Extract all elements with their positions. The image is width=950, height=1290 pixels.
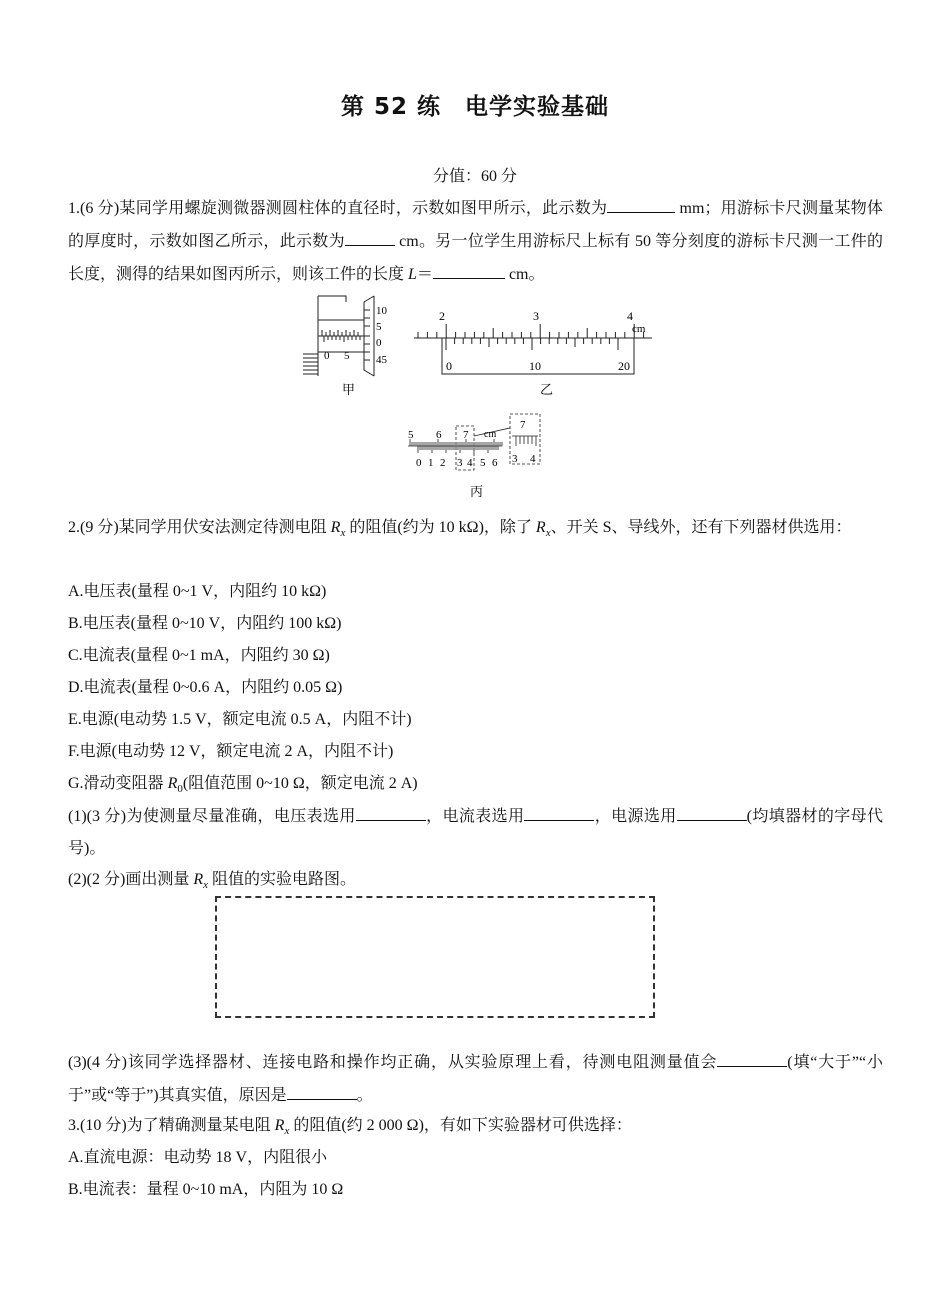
micrometer-main-label: 0 bbox=[324, 350, 330, 362]
micrometer-tick-label: 45 bbox=[376, 354, 387, 366]
question-3-intro: 3.(10 分)为了精确测量某电阻 $R_x$ 的阻值(约 2 000 Ω)，有如下实验器材可供选择： bbox=[68, 1117, 632, 1138]
vernier50-vernier-label: 2 bbox=[440, 457, 446, 469]
caliper-vernier-label: 20 bbox=[618, 359, 630, 373]
option-d: D.电流表(量程 0~0.6 A，内阻约 0.05 Ω) bbox=[68, 679, 343, 696]
caliper-main-label: 4 bbox=[627, 309, 633, 323]
vernier50-zoom-vernier: 3 bbox=[512, 453, 518, 465]
figure-vernier-caliper bbox=[412, 306, 662, 403]
option-a: A.电压表(量程 0~1 V，内阻约 10 kΩ) bbox=[68, 583, 327, 600]
answer-blank[interactable] bbox=[433, 258, 505, 279]
micrometer-tick-label: 10 bbox=[376, 305, 387, 317]
answer-blank[interactable] bbox=[717, 1046, 787, 1067]
option-b: B.电压表(量程 0~10 V，内阻约 100 kΩ) bbox=[68, 615, 342, 632]
vernier50-unit: cm bbox=[484, 429, 497, 440]
question-1: 1.(6 分)某同学用螺旋测微器测圆柱体的直径时，示数如图甲所示，此示数为 mm；用游标卡尺测量某物体的厚度时，示数如图乙所示，此示数为 cm。另一位学生用游标尺上标有 50 等分刻度的游标卡尺测一工件的长度，测得的结果如图丙所示，则该工件的长度 L＝ cm。 bbox=[68, 192, 883, 291]
vernier50-vernier-label: 4 bbox=[467, 457, 473, 469]
figure-label-yi: 乙 bbox=[540, 382, 554, 397]
answer-blank[interactable] bbox=[356, 800, 426, 821]
circuit-drawing-area[interactable] bbox=[215, 896, 655, 1018]
micrometer-main-label: 5 bbox=[344, 350, 350, 362]
answer-blank[interactable] bbox=[287, 1079, 357, 1100]
question-2-part-3: (3)(4 分)该同学选择器材、连接电路和操作均正确，从实验原理上看，待测电阻测量值会 (填“大于”“小于”或“等于”)其真实值，原因是 。 bbox=[68, 1046, 883, 1112]
vernier50-main-label: 6 bbox=[436, 429, 442, 441]
page-title: 第 52 练 电学实验基础 bbox=[340, 94, 610, 120]
vernier50-vernier-label: 0 bbox=[416, 457, 422, 469]
caliper-vernier-label: 10 bbox=[529, 359, 541, 373]
vernier50-zoom-main: 7 bbox=[520, 419, 526, 431]
caliper-vernier-label: 0 bbox=[446, 359, 452, 373]
caliper-main-label: 3 bbox=[533, 309, 539, 323]
figure-micrometer bbox=[298, 292, 403, 409]
answer-blank[interactable] bbox=[607, 192, 675, 213]
score-line: 分值：60 分 bbox=[432, 168, 517, 185]
answer-blank[interactable] bbox=[345, 225, 395, 246]
figure-label-jia: 甲 bbox=[342, 382, 356, 397]
question-2-part-2: (2)(2 分)画出测量 $R_x$ 阻值的实验电路图。 bbox=[68, 871, 357, 892]
vernier50-zoom-vernier: 4 bbox=[530, 453, 536, 465]
question-2-intro: 2.(9 分)某同学用伏安法测定待测电阻 $R_x$ 的阻值(约为 10 kΩ)，除了 $R_x$、开关 S、导线外，还有下列器材供选用： bbox=[68, 519, 852, 540]
vernier50-main-label: 5 bbox=[408, 429, 414, 441]
answer-blank[interactable] bbox=[677, 800, 747, 821]
micrometer-tick-label: 0 bbox=[376, 337, 382, 349]
option-c: C.电流表(量程 0~1 mA，内阻约 30 Ω) bbox=[68, 647, 330, 664]
caliper-unit: cm bbox=[632, 323, 646, 335]
vernier50-main-label: 7 bbox=[463, 429, 469, 441]
figure-vernier-50 bbox=[404, 410, 544, 507]
vernier50-vernier-label: 6 bbox=[492, 457, 498, 469]
q3-option-b: B.电流表：量程 0~10 mA，内阻为 10 Ω bbox=[68, 1181, 344, 1198]
micrometer-tick-label: 5 bbox=[376, 321, 382, 333]
vernier50-vernier-label: 3 bbox=[457, 457, 463, 469]
option-e: E.电源(电动势 1.5 V，额定电流 0.5 A，内阻不计) bbox=[68, 711, 412, 728]
question-2-part-1: (1)(3 分)为使测量尽量准确，电压表选用 ，电流表选用 ，电源选用 (均填器材的字母代号)。 bbox=[68, 800, 883, 865]
q3-option-a: A.直流电源：电动势 18 V，内阻很小 bbox=[68, 1149, 328, 1166]
answer-blank[interactable] bbox=[524, 800, 594, 821]
vernier50-vernier-label: 5 bbox=[480, 457, 486, 469]
option-f: F.电源(电动势 12 V，额定电流 2 A，内阻不计) bbox=[68, 743, 394, 760]
option-g: G.滑动变阻器 $R_0$(阻值范围 0~10 Ω，额定电流 2 A) bbox=[68, 775, 418, 796]
caliper-main-label: 2 bbox=[439, 309, 445, 323]
vernier50-vernier-label: 1 bbox=[428, 457, 434, 469]
figure-label-bing: 丙 bbox=[470, 484, 484, 499]
